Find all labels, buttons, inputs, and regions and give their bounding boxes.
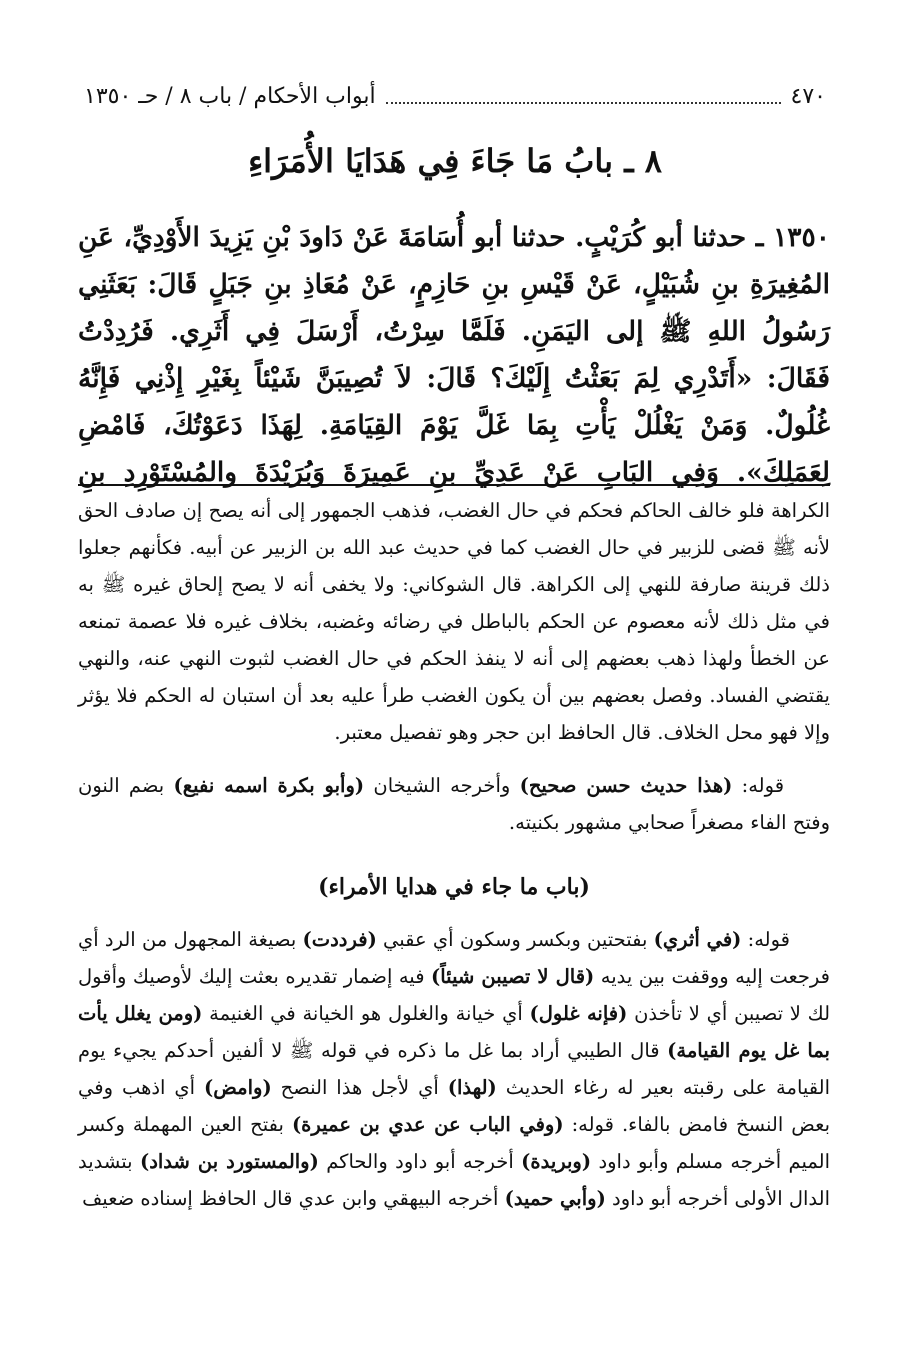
quoted-phrase: (في أثري)	[653, 928, 742, 951]
text-run: أي لأجل هذا النصح	[271, 1076, 448, 1099]
quoted-phrase: (قال لا تصيبن شيئاً)	[431, 965, 595, 988]
hadith-number: ١٣٥٠	[773, 222, 830, 253]
quoted-phrase: (ومن يغلل يأت بما غل يوم القيامة)	[78, 1002, 830, 1062]
quoted-phrase: (وأبي حميد)	[504, 1187, 606, 1210]
running-header-title: أبواب الأحكام / باب ٨ / حـ ١٣٥٠	[84, 83, 376, 109]
quoted-phrase: (وفي الباب عن عدي بن عميرة)	[291, 1113, 564, 1136]
text-run: قال الطيبي أراد بما غل ما ذكره في قوله ﷺ لا ألفين أحدكم يجيء يوم القيامة على رقبته بعير له رغاء الحديث	[78, 1039, 831, 1099]
commentary-section	[78, 492, 830, 1217]
text-run: أخرجه أبو داود والحاكم	[318, 1150, 522, 1173]
running-header	[84, 74, 826, 118]
quoted-phrase: (لهذا)	[447, 1076, 497, 1099]
hadith-body: ـ حدثنا أبو كُرَيْبٍ. حدثنا أبو أُسَامَةَ عَنْ دَاودَ بْنِ يَزِيدَ الأَوْدِيِّ، عَنِ المُغِيرَةِ بنِ شُبَيْلٍ، عَنْ قَيْسِ بنِ حَازِمٍ، عَنْ مُعَاذِ بنِ جَبَلٍ قَالَ: بَعَثَنِي رَسُولُ اللهِ ﷺ إلى اليَمَنِ. فَلَمَّا سِرْتُ، أَرْسَلَ فِي أَثَرِي. فَرُدِدْتُ فَقَالَ: «أَتَدْرِي لِمَ بَعَثْتُ إِلَيْكَ؟ قَالَ: لاَ تُصِيبَنَّ شَيْئاً بِغَيْرِ إِذْنِي فَإِنَّهُ غُلُولٌ. وَمَنْ يَغْلُلْ يَأْتِ بِمَا غَلَّ يَوْمَ القِيَامَةِ. لِهَذَا دَعَوْتُكَ، فَامْضِ لِعَمَلِكَ». وَفِي البَابِ عَنْ عَدِيِّ بنِ عَمِيرَةَ وَبُرَيْدَةَ والمُسْتَوْرِدِ بنِ	[78, 222, 830, 488]
quoted-phrase: (فإنه غلول)	[529, 1002, 628, 1025]
chapter-heading: ٨ ـ بابُ مَا جَاءَ فِي هَدَايَا الأُمَرَاءِ	[248, 142, 662, 180]
dotted-leader	[386, 88, 781, 104]
text-run: بفتح العين المهملة وكسر الميم أخرجه مسلم وأبو داود	[78, 1113, 830, 1173]
text-run: قوله:	[741, 928, 790, 951]
quoted-phrase: (وبريدة)	[521, 1150, 592, 1173]
quoted-phrase: (فرددت)	[302, 928, 377, 951]
text-run: أي خيانة والغلول هو الخيانة في الغنيمة	[202, 1002, 530, 1025]
text-run: بفتحتين وبكسر وسكون أي عقبي	[376, 928, 654, 951]
commentary-paragraph-2	[78, 767, 830, 841]
footnote-divider	[78, 484, 830, 486]
text-run: قوله:	[732, 774, 785, 797]
text-run: بصيغة المجهول من الرد أي فرجعت إليه ووقفت بين يديه	[78, 928, 831, 988]
text-run: وأخرجه الشيخان	[364, 774, 520, 797]
text-run: بضم النون وفتح الفاء مصغراً صحابي مشهور بكنيته.	[78, 774, 830, 834]
commentary-subheading: (باب ما جاء في هدايا الأمراء)	[318, 874, 590, 900]
quoted-phrase: (هذا حديث حسن صحيح)	[519, 774, 733, 797]
commentary-paragraph-1: الكراهة فلو خالف الحاكم فحكم في حال الغضب، فذهب الجمهور إلى أنه يصح إن صادف الحق لأنه ﷺ قضى للزبير في حال الغضب كما في حديث عبد الله بن الزبير عن أبيه. فكأنهم جعلوا ذلك قرينة صارفة للنهي إلى الكراهة. قال الشوكاني: ولا يخفى أنه لا يصح إلحاق غيره ﷺ به في مثل ذلك لأنه معصوم عن الحكم بالباطل في رضائه وغضبه، بخلاف غيره فلا عصمة تمنعه عن الخطأ ولهذا ذهب بعضهم إلى أنه لا ينفذ الحكم في حال الغضب لثبوت النهي عنه، والنهي يقتضي الفساد. وفصل بعضهم بين أن يكون الغضب طرأ عليه بعد أن استبان له الحكم فلا يؤثر وإلا فهو محل الخلاف. قال الحافظ ابن حجر وهو تفصيل معتبر.	[78, 499, 830, 744]
quoted-phrase: (والمستورد بن شداد)	[139, 1150, 319, 1173]
text-run: أخرجه البيهقي وابن عدي قال الحافظ إسناده ضعيف	[82, 1187, 505, 1210]
page-number: ٤٧٠	[790, 83, 826, 109]
commentary-paragraph-3	[78, 921, 830, 1217]
quoted-phrase: (وامض)	[204, 1076, 272, 1099]
text-run: بتشديد الدال الأولى أخرجه أبو داود	[78, 1150, 830, 1210]
hadith-text	[78, 214, 830, 496]
quoted-phrase: (وأبو بكرة اسمه نفيع)	[173, 774, 365, 797]
text-run: أي اذهب وفي بعض النسخ فامض بالفاء. قوله:	[78, 1076, 830, 1136]
text-run: فيه إضمار تقديره بعثت إليك لأوصيك وأقول لك لا تصيبن أي لا تأخذن	[78, 965, 831, 1025]
